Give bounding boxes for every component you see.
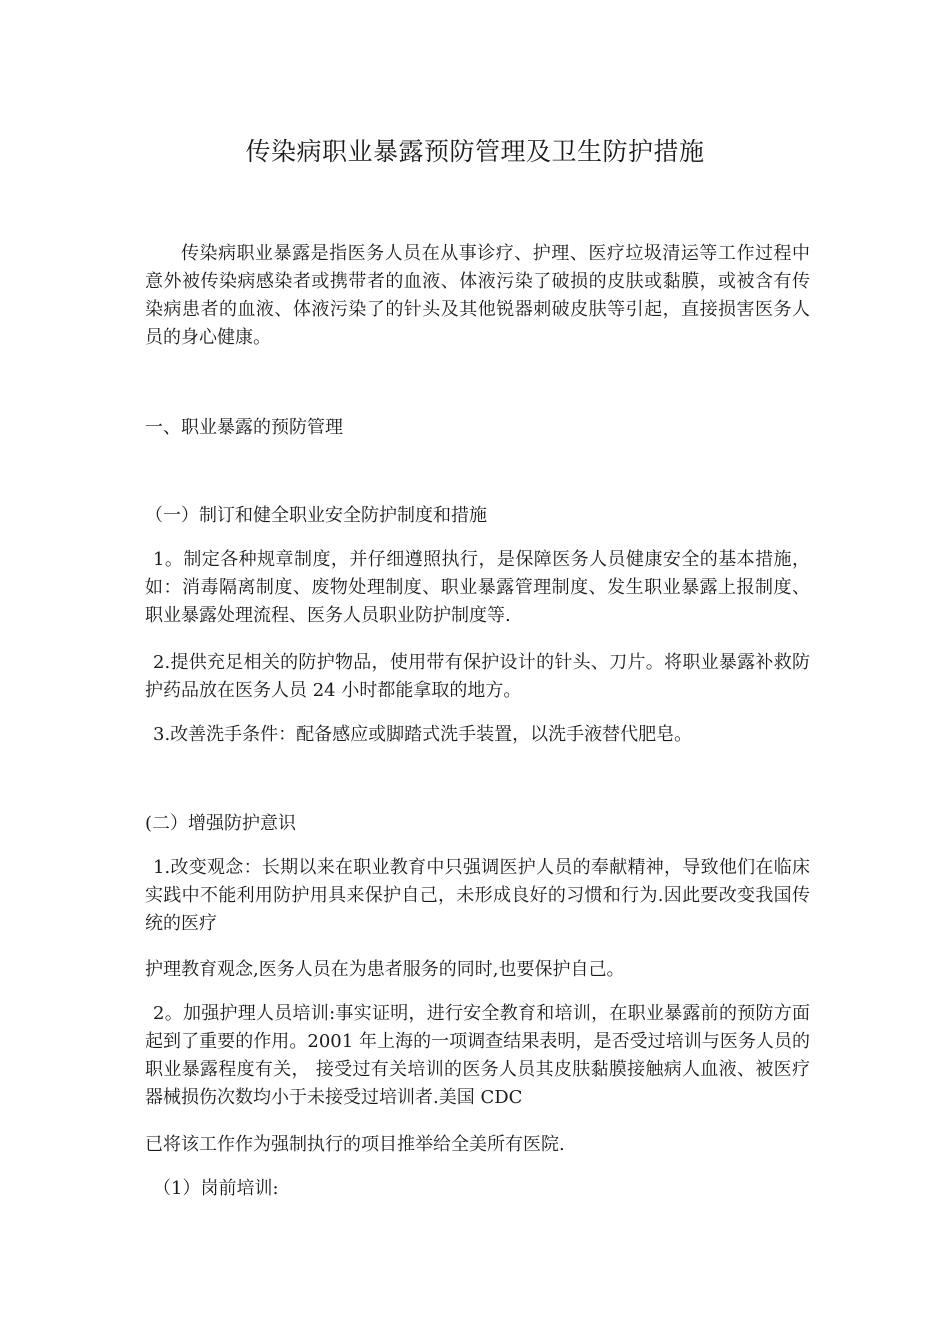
section-heading-prevention: 一、职业暴露的预防管理 [145,417,343,438]
list-item-protective-supplies: 2.提供充足相关的防护物品，使用带有保护设计的针头、刀片。将职业暴露补救防护药品放在医务人员 24 小时都能拿取的地方。 [145,652,810,701]
list-item-training-continued: 已将该工作作为强制执行的项目推举给全美所有医院. [145,1134,565,1155]
intro-paragraph: 传染病职业暴露是指医务人员在从事诊疗、护理、医疗垃圾清运等工作过程中意外被传染病感染者或携带者的血液、体液污染了破损的皮肤或黏膜，或被含有传染病患者的血液、体液污染了的针头及其他锐器刺破皮肤等引起，直接损害医务人员的身心健康。 [145,243,810,348]
list-item-change-concept: 1.改变观念：长期以来在职业教育中只强调医护人员的奉献精神，导致他们在临床实践中不能利用防护用具来保护自己，未形成良好的习惯和行为.因此要改变我国传统的医疗 [145,857,810,934]
list-item-handwashing: 3.改善洗手条件：配备感应或脚踏式洗手装置，以洗手液替代肥皂。 [153,724,693,745]
subsection-heading-system: （一）制订和健全职业安全防护制度和措施 [145,505,487,526]
list-item-training: 2。加强护理人员培训:事实证明，进行安全教育和培训，在职业暴露前的预防方面起到了重要的作用。2001 年上海的一项调查结果表明，是否受过培训与医务人员的职业暴露程度有关， 接受过有关培训的医务人员其皮肤黏膜接触病人血液、被医疗器械损伤次数均小于未接受过培训者.美国 CDC [145,1003,810,1108]
document-title: 传染病职业暴露预防管理及卫生防护措施 [245,137,705,166]
subsection-heading-awareness: (二）增强防护意识 [145,813,297,834]
sub-item-pre-job-training: （1）岗前培训: [153,1178,279,1199]
list-item-regulations: 1。制定各种规章制度，并仔细遵照执行，是保障医务人员健康安全的基本措施，如：消毒隔离制度、废物处理制度、职业暴露管理制度、发生职业暴露上报制度、职业暴露处理流程、医务人员职业防护制度等. [145,549,810,626]
list-item-change-concept-continued: 护理教育观念,医务人员在为患者服务的同时,也要保护自己。 [145,959,625,980]
